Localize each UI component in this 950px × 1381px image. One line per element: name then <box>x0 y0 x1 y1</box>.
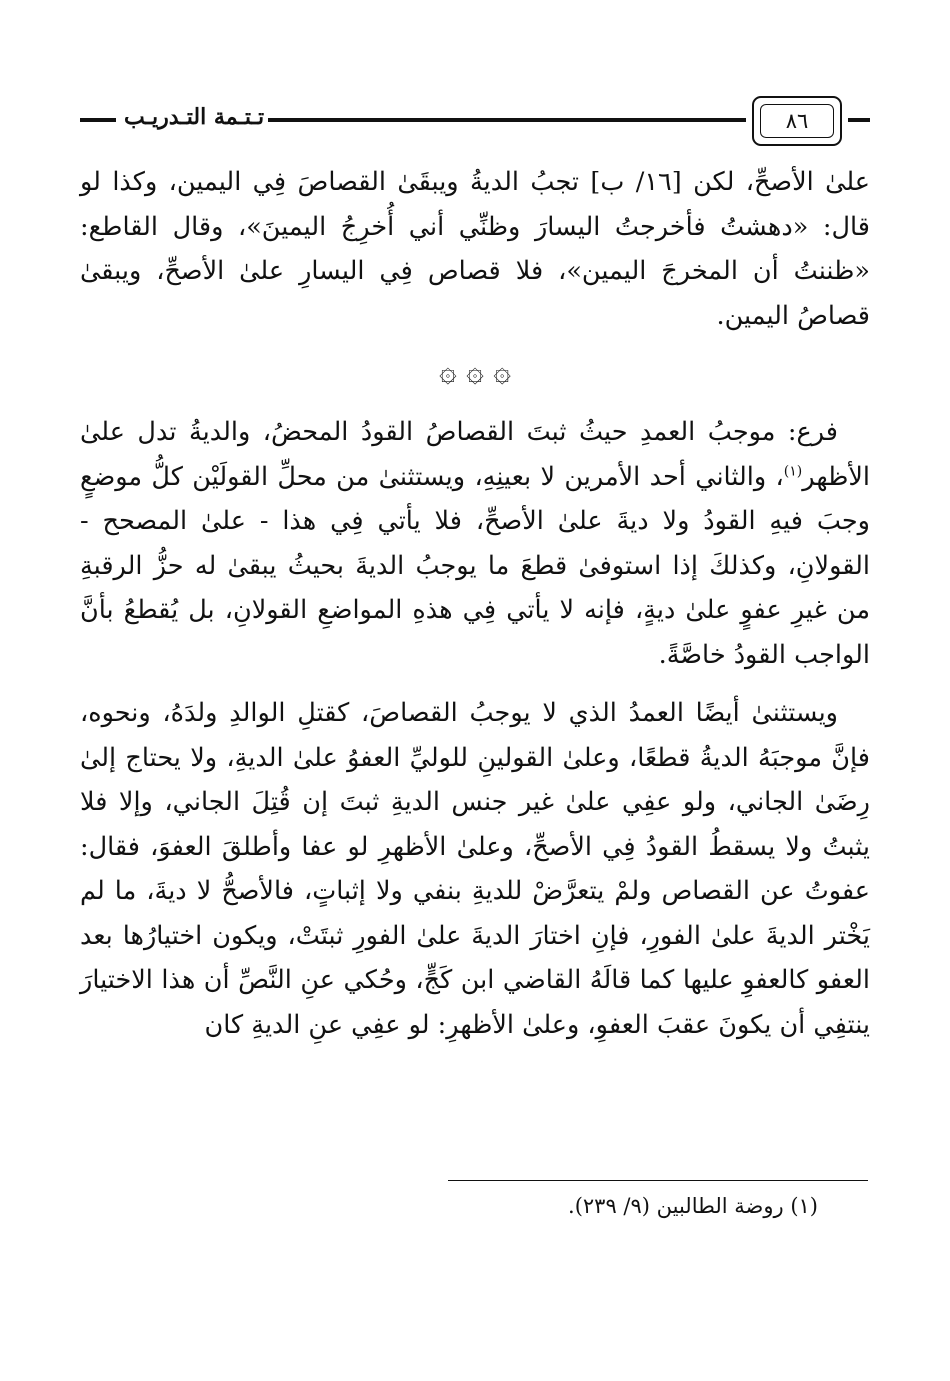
footnote <box>568 1194 818 1218</box>
footnote-reference[interactable]: (١) <box>783 463 803 479</box>
page-number-frame <box>752 96 842 146</box>
paragraph-2 <box>80 410 870 677</box>
page-body <box>80 160 870 1047</box>
paragraph-3: ويستثنىٰ أيضًا العمدُ الذي لا يوجبُ القصاصَ، كقتلِ الوالدِ ولدَهُ، ونحوه، فإنَّ موجبَهُ الديةُ قطعًا، وعلىٰ القولينِ للوليِّ العفوُ علىٰ الديةِ، ولا يحتاج إلىٰ رِضَىٰ الجاني، ولو عفِي علىٰ غير جنس الديةِ ثبتَ إن قُتِلَ الجاني، وإلا فلا يثبتُ ولا يسقطُ القودُ فِي الأصحِّ، وعلىٰ الأظهرِ لو عفا وأطلقَ العفوَ، فقال: عفوتُ عن القصاص ولمْ يتعرَّضْ للديةِ بنفي ولا إثباتٍ، فالأصحُّ لا ديةَ، ما لم يَخْتر الديةَ علىٰ الفورِ، فإنِ اختارَ الديةَ علىٰ الفورِ ثبتَتْ، ويكون اختيارُها بعد العفو كالعفوِ عليها كما قالَهُ القاضي ابن كَجٍّ، وحُكي عنِ النَّصِّ أن هذا الاختيارَ ينتفِي أن يكونَ عقبَ العفوِ، وعلىٰ الأظهرِ: لو عفِي عنِ الديةِ كان <box>80 698 870 1040</box>
page-header <box>80 96 870 146</box>
paragraph-1: علىٰ الأصحِّ، لكن [١٦/ ب] تجبُ الديةُ ويبقَىٰ القصاصَ فِي اليمين، وكذا لو قال: «دهشتُ فأخرجتُ اليسارَ وظنِّي أني أُخرِجُ اليمينَ»، وقال القاطع: «ظننتُ أن المخرجَ اليمين»، فلا قصاص فِي اليسارِ علىٰ الأصحِّ، ويبقىٰ قصاصُ اليمين. <box>80 167 870 331</box>
ornament-star-icon: ۞ ۞ ۞ <box>439 354 511 389</box>
paragraph-2-text-b: ، والثاني أحد الأمرين لا بعينِهِ، ويستثنىٰ من محلِّ القولَيْن كلُّ موضعٍ وجبَ فيهِ القودُ ولا ديةَ علىٰ الأصحِّ، فلا يأتي فِي هذا - علىٰ المصحح - القولانِ، وكذلكَ إذا استوفىٰ قطعَ ما يوجبُ الديةَ بحيثُ يبقىٰ له حزُّ الرقبةِ من غيرِ عفوٍ علىٰ ديةٍ، فإنه لا يأتي فِي هذهِ المواضعِ القولانِ، بل يُقطعُ بأنَّ الواجب القودُ خاصَّةً. <box>80 461 870 670</box>
footnote-rule <box>448 1180 868 1181</box>
footnote-text: روضة الطالبين (٩/ ٢٣٩). <box>568 1194 784 1218</box>
header-rule-right <box>848 118 870 122</box>
section-separator <box>80 352 870 392</box>
running-title: تـتـمة التـدريـب <box>124 104 265 130</box>
footnote-marker: (١) <box>790 1194 818 1218</box>
page-number: ٨٦ <box>760 104 834 138</box>
header-rule-middle <box>268 118 746 122</box>
paragraph-2-text-a: فرع: موجبُ العمدِ حيثُ ثبتَ القصاصُ القودُ المحضُ، والديةُ تدل علىٰ الأظهر <box>80 417 870 492</box>
header-rule-left <box>80 118 116 122</box>
